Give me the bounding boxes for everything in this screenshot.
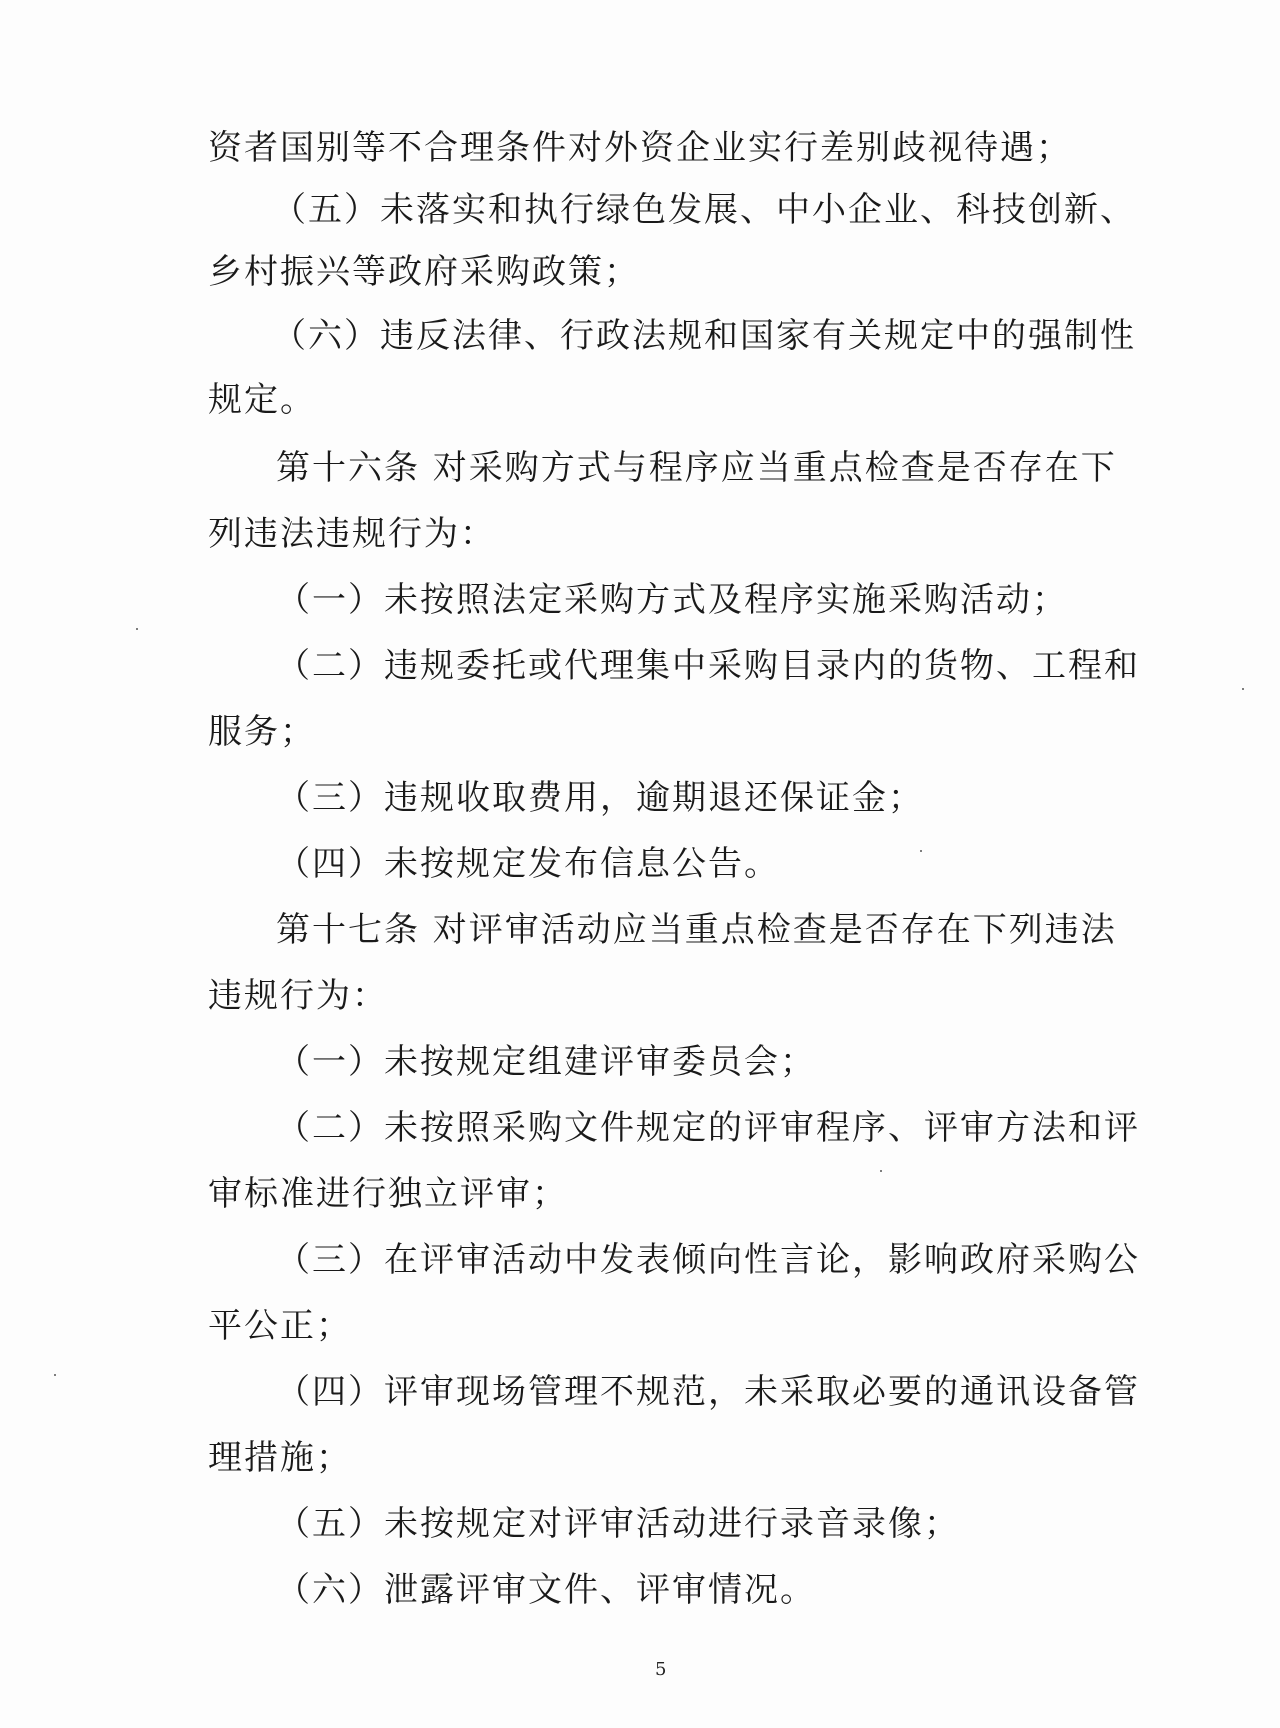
article-17-heading: 第十七条 对评审活动应当重点检查是否存在下列违法 (276, 910, 1117, 950)
scan-speck (920, 850, 922, 852)
text-line: （五）未落实和执行绿色发展、中小企业、科技创新、 (272, 190, 1136, 230)
list-item: （四）评审现场管理不规范，未采取必要的通讯设备管 (276, 1372, 1140, 1412)
text-line: 违规行为： (208, 976, 388, 1016)
list-item: （三）违规收取费用，逾期退还保证金； (276, 778, 924, 818)
text-line: （六）违反法律、行政法规和国家有关规定中的强制性 (272, 316, 1136, 356)
scan-speck (1242, 688, 1244, 690)
page-number: 5 (655, 1659, 667, 1680)
list-item: （二）违规委托或代理集中采购目录内的货物、工程和 (276, 646, 1140, 686)
text-line: 规定。 (208, 380, 316, 420)
scan-speck (136, 628, 138, 630)
text-line: 列违法违规行为： (208, 514, 496, 554)
list-item: （四）未按规定发布信息公告。 (276, 844, 780, 884)
scan-speck (54, 1374, 56, 1376)
list-item: （二）未按照采购文件规定的评审程序、评审方法和评 (276, 1108, 1140, 1148)
list-item: （五）未按规定对评审活动进行录音录像； (276, 1504, 960, 1544)
scan-speck (880, 1170, 882, 1172)
text-line: 资者国别等不合理条件对外资企业实行差别歧视待遇； (208, 128, 1072, 168)
list-item: （六）泄露评审文件、评审情况。 (276, 1570, 816, 1610)
list-item: （三）在评审活动中发表倾向性言论，影响政府采购公 (276, 1240, 1140, 1280)
text-line: 审标准进行独立评审； (208, 1174, 568, 1214)
text-line: 服务； (208, 712, 316, 752)
list-item: （一）未按规定组建评审委员会； (276, 1042, 816, 1082)
text-line: 理措施； (208, 1438, 352, 1478)
text-line: 平公正； (208, 1306, 352, 1346)
text-line: 乡村振兴等政府采购政策； (208, 252, 640, 292)
article-16-heading: 第十六条 对采购方式与程序应当重点检查是否存在下 (276, 448, 1117, 488)
list-item: （一）未按照法定采购方式及程序实施采购活动； (276, 580, 1068, 620)
